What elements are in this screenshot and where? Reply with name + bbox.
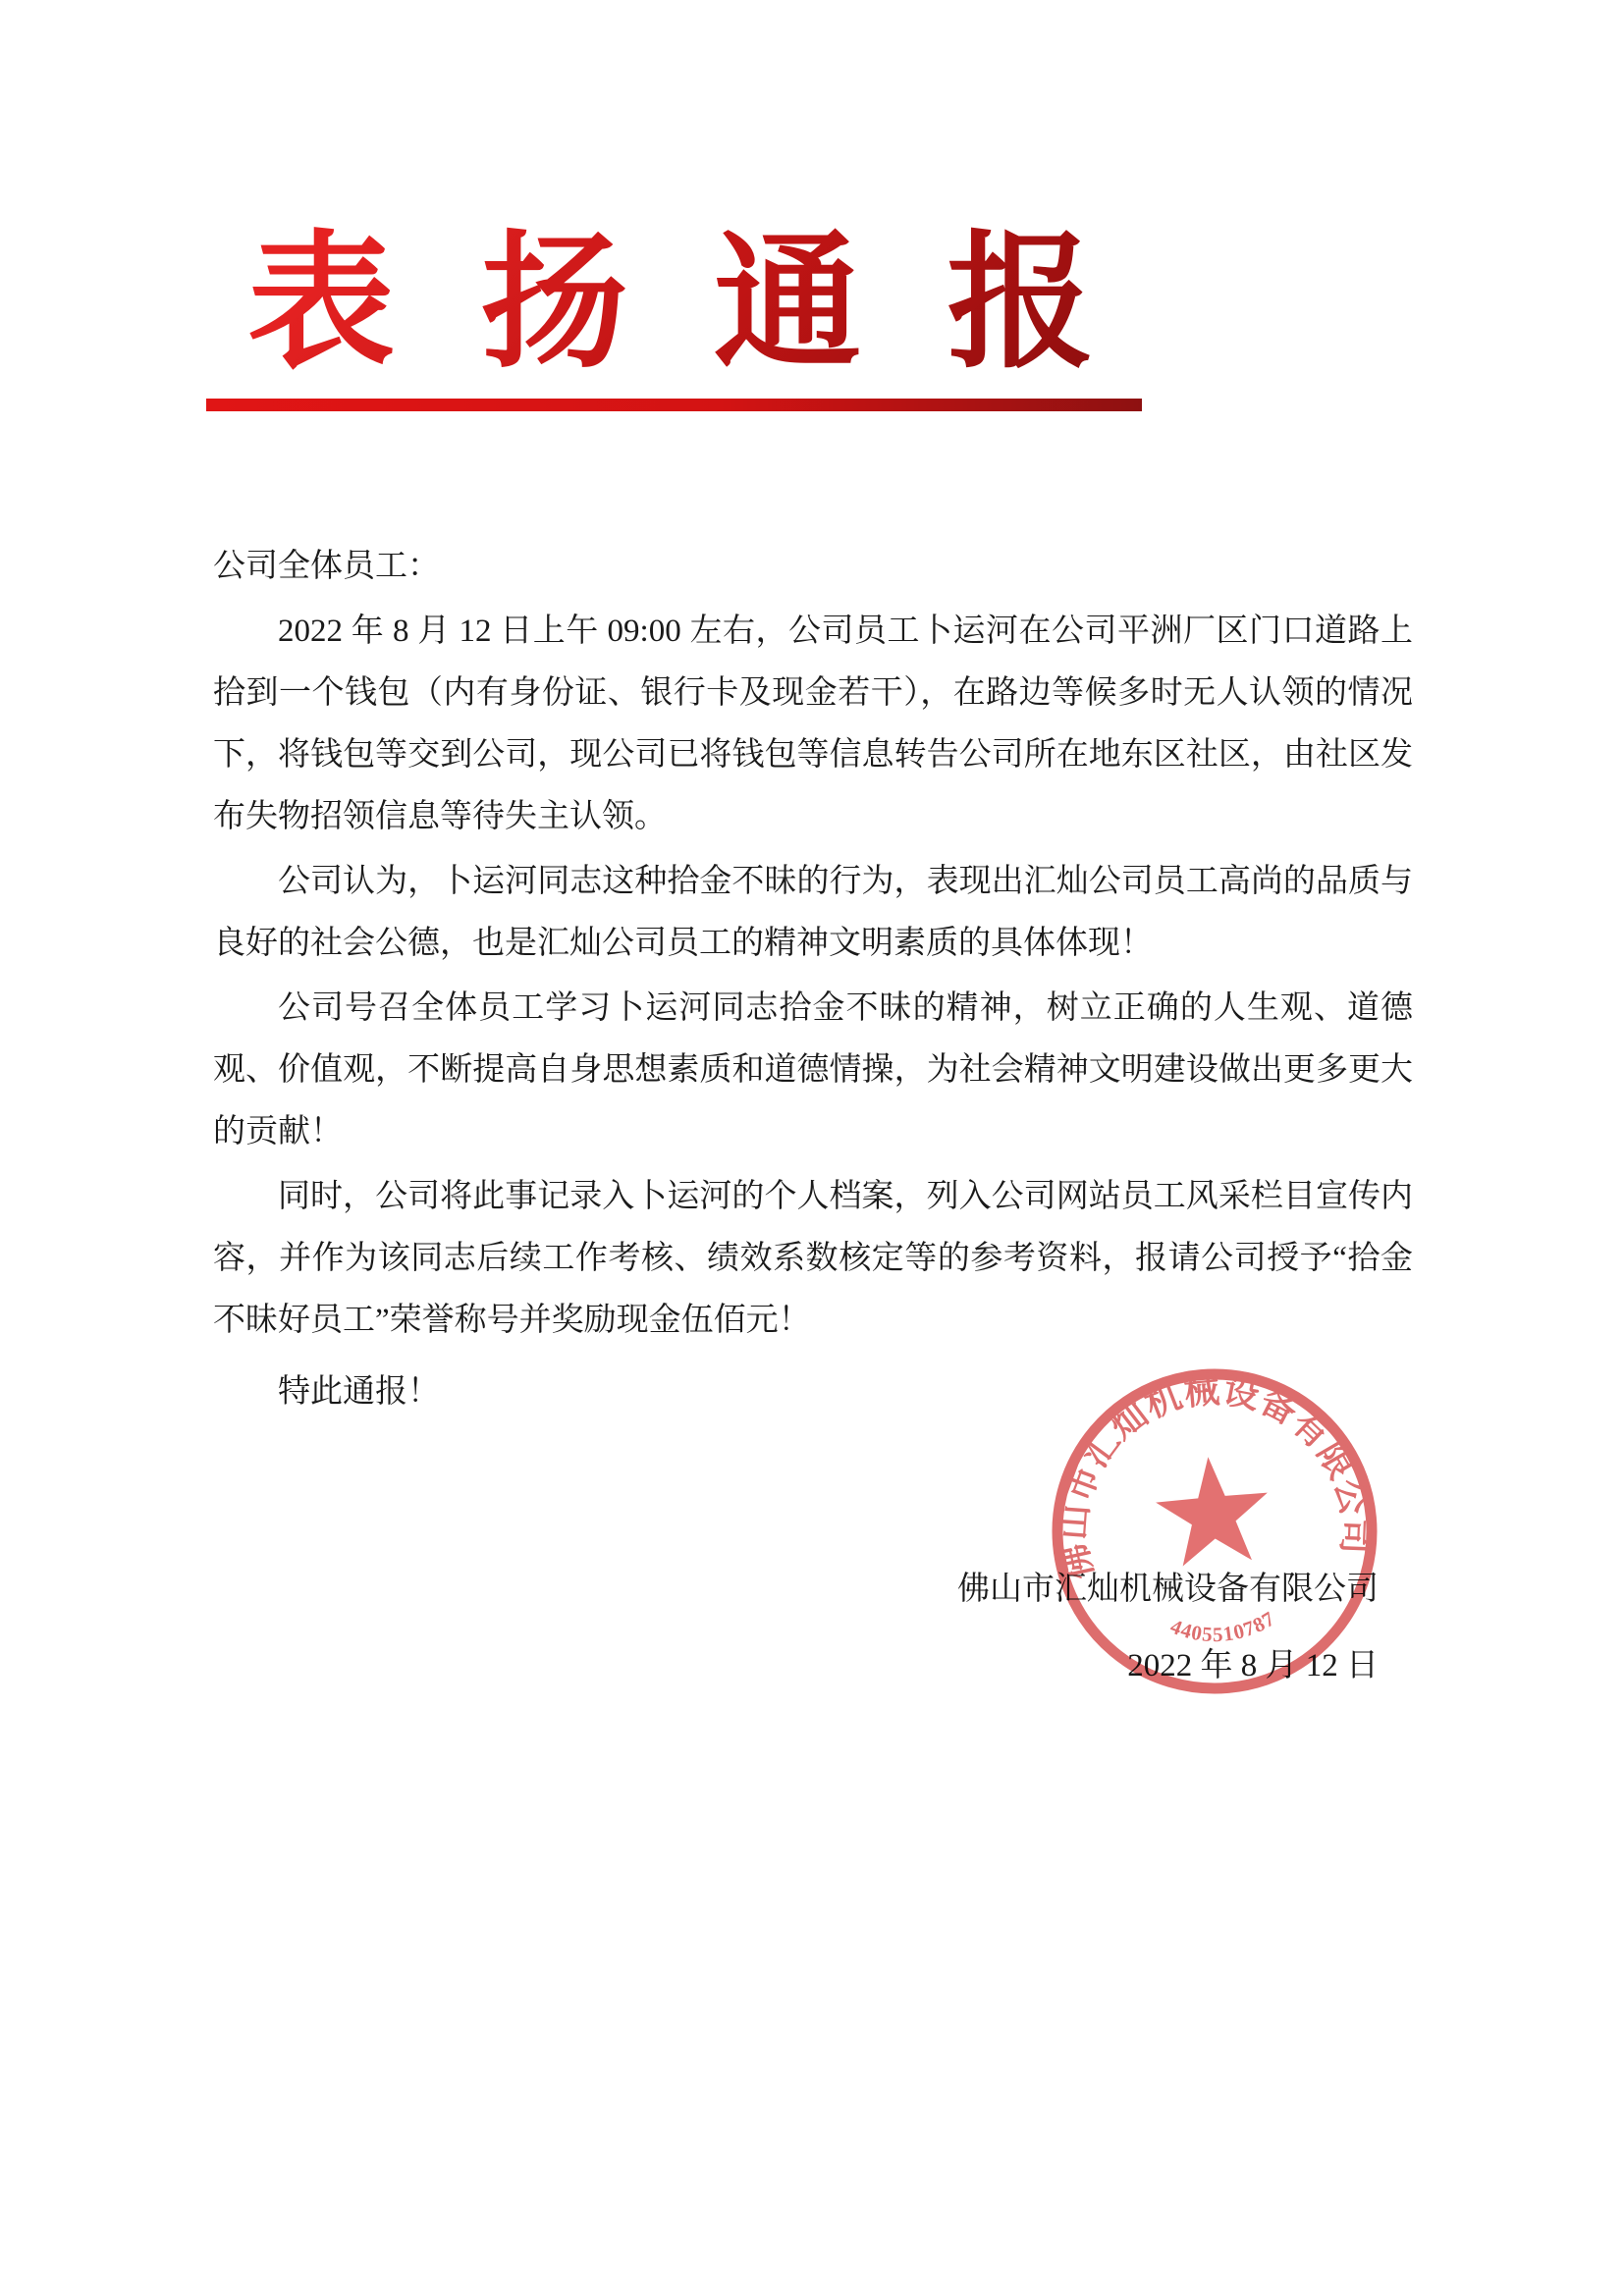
salutation: 公司全体员工： [213,549,440,584]
paragraph-3: 公司号召全体员工学习卜运河同志拾金不昧的精神，树立正确的人生观、道德观、价值观，不断提高自身思想素质和道德情操，为社会精神文明建设做出更多更大的贡献！ [213,990,1413,1149]
paragraph-2: 公司认为，卜运河同志这种拾金不昧的行为，表现出汇灿公司员工高尚的品质与良好的社会公德，也是汇灿公司员工的精神文明素质的具体体现！ [213,864,1413,961]
notice-body [213,536,1413,1423]
closing-line: 特此通报！ [278,1374,440,1410]
seal-serial: 4405510787 [1166,1606,1280,1647]
paragraph-1: 2022 年 8 月 12 日上午 09:00 左右，公司员工卜运河在公司平洲厂区门口道路上拾到一个钱包（内有身份证、银行卡及现金若干），在路边等候多时无人认领的情况下，将钱包等交到公司，现公司已将钱包等信息转告公司所在地东区社区，由社区发布失物招领信息等待失主认领。 [213,614,1413,834]
seal-star [1152,1452,1272,1568]
page-title: 表 扬 通 报 [247,223,1107,386]
signature-date: 2022 年 8 月 12 日 [1127,1648,1379,1683]
svg-text:4405510787 [1165,1605,1280,1650]
title-underline [206,399,1142,411]
paragraph-4: 同时，公司将此事记录入卜运河的个人档案，列入公司网站员工风采栏目宣传内容，并作为该同志后续工作考核、绩效系数核定等的参考资料，报请公司授予“拾金不昧好员工”荣誉称号并奖励现金伍佰元！ [213,1179,1413,1338]
seal-arc-text: 佛山市汇灿机械设备有限公司 [1054,1370,1376,1583]
company-seal [1029,1346,1399,1716]
signature-company: 佛山市汇灿机械设备有限公司 [957,1572,1379,1607]
